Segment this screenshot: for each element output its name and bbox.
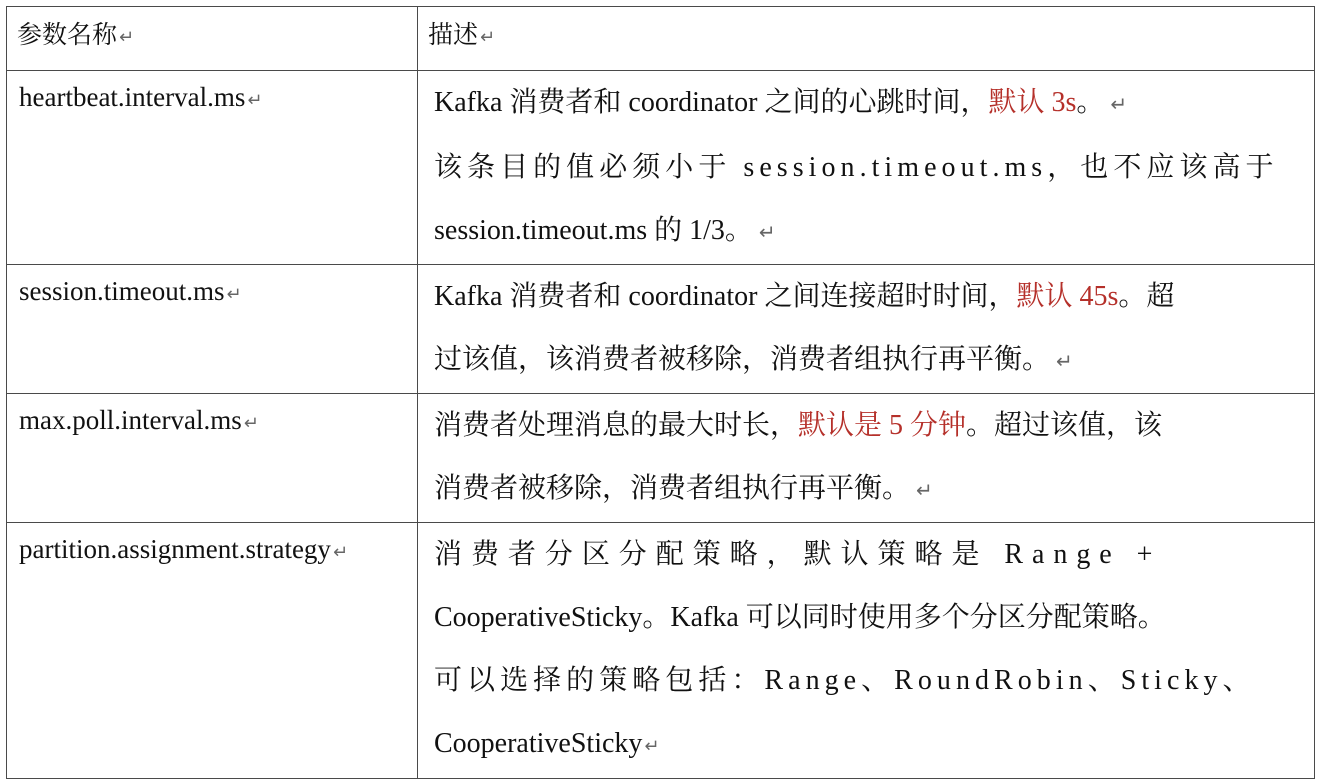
table-row — [7, 394, 1315, 523]
desc-line: 该条目的值必须小于 session.timeout.ms，也不应该高于 — [434, 152, 1279, 183]
desc-line: CooperativeSticky。Kafka 可以同时使用多个分区分配策略。 — [434, 602, 1166, 633]
return-mark: ↵ — [758, 220, 776, 244]
param-name: session.timeout.ms — [19, 276, 225, 306]
param-name-cell — [7, 523, 418, 779]
return-mark: ↵ — [916, 478, 933, 502]
desc-text: Kafka 消费者和 coordinator 之间连接超时时间， — [434, 281, 1017, 312]
desc-line — [434, 328, 1300, 393]
desc-line — [434, 71, 1300, 136]
header-name-cell — [7, 7, 418, 71]
header-name: 参数名称 — [17, 20, 118, 49]
param-desc-cell — [418, 71, 1315, 265]
desc-line: 可以选择的策略包括：Range、RoundRobin、Sticky、 — [434, 665, 1256, 696]
param-desc-cell — [418, 523, 1315, 779]
return-mark: ↵ — [243, 413, 259, 434]
return-mark: ↵ — [247, 90, 263, 111]
return-mark: ↵ — [1110, 92, 1128, 116]
header-desc: 描述 — [428, 20, 479, 49]
desc-line — [434, 394, 1300, 457]
desc-line — [434, 457, 1300, 522]
param-name: partition.assignment.strategy — [19, 534, 331, 564]
param-name-cell — [7, 71, 418, 265]
default-value-highlight: 默认 45s — [1016, 281, 1119, 312]
desc-line — [434, 199, 1300, 264]
param-name-cell — [7, 265, 418, 394]
table-row — [7, 523, 1315, 779]
return-mark: ↵ — [644, 736, 660, 757]
return-mark: ↵ — [226, 284, 242, 305]
desc-line: 消费者分区分配策略，默认策略是 Range + — [434, 539, 1162, 570]
desc-text: 消费者处理消息的最大时长， — [434, 410, 799, 441]
return-mark: ↵ — [119, 27, 135, 48]
desc-text: 过该值，该消费者被移除，消费者组执行再平衡。 — [434, 344, 1051, 375]
return-mark: ↵ — [1056, 349, 1073, 373]
desc-text: 。超 — [1118, 281, 1175, 312]
param-desc-cell — [418, 394, 1315, 523]
desc-line — [434, 712, 1300, 778]
table-header-row — [7, 7, 1315, 71]
desc-text: 消费者被移除，消费者组执行再平衡。 — [434, 473, 911, 504]
default-value-highlight: 默认 3s — [988, 87, 1077, 118]
params-table — [6, 6, 1315, 779]
desc-text: 。 — [1076, 87, 1105, 118]
table-row — [7, 265, 1315, 394]
return-mark: ↵ — [332, 542, 349, 563]
header-desc-cell — [418, 7, 1315, 71]
default-value-highlight: 默认是 5 分钟 — [798, 410, 967, 441]
desc-text: CooperativeSticky — [434, 728, 643, 759]
param-desc-cell — [418, 265, 1315, 394]
param-name: heartbeat.interval.ms — [19, 82, 246, 112]
desc-text: session.timeout.ms 的 1/3。 — [434, 215, 753, 246]
param-name-cell — [7, 394, 418, 523]
table-row — [7, 71, 1315, 265]
param-name: max.poll.interval.ms — [19, 405, 242, 435]
desc-text: Kafka 消费者和 coordinator 之间的心跳时间， — [434, 87, 989, 118]
desc-text: 。超过该值，该 — [966, 410, 1163, 441]
return-mark: ↵ — [480, 27, 496, 48]
desc-line — [434, 265, 1300, 328]
